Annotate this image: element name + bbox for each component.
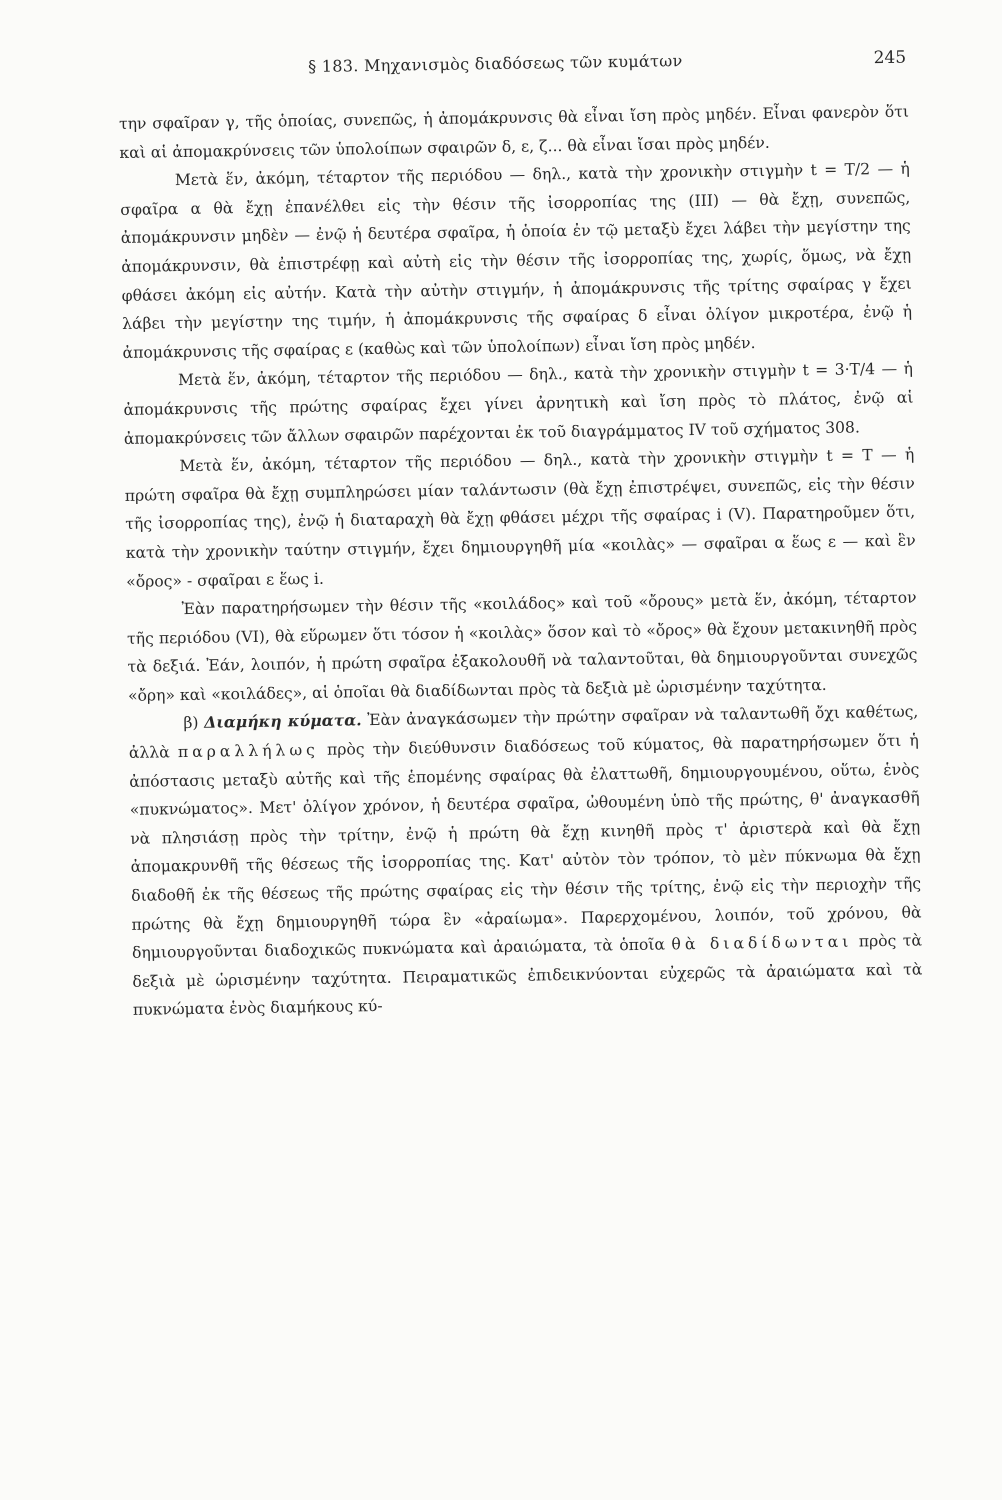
running-head: § 183. Μηχανισμὸς διαδόσεως τῶν κυμάτων [307, 51, 683, 77]
paragraph-full-period: Μετὰ ἕν, ἀκόμη, τέταρτον τῆς περιόδου — δηλ., κατὰ τὴν χρονικὴν στιγμὴν t = T — ἡ πρώτη σφαῖρα θὰ ἔχῃ συμπληρώσει μίαν ταλάντωσιν (θὰ ἔχῃ ἐπιστρέψει, συνεπῶς, εἰς τὴν θέσιν τῆς ἰσορροπίας της), ἐνῷ ἡ διαταραχὴ θὰ ἔχῃ φθάσει μέχρι τῆς σφαίρας i (V). Παρατηροῦμεν ὅτι, κατὰ τὴν χρονικὴν ταύτην στιγμήν, ἔχει δημιουργηθῆ μία «κοιλὰς» — σφαῖραι α ἕως ε — καὶ ἓν «ὄρος» - σφαῖραι ε ἕως i. [124, 445, 916, 591]
paragraph-continuation: την σφαῖραν γ, τῆς ὁποίας, συνεπῶς, ἡ ἀπομάκρυνσις θὰ εἶναι ἴση πρὸς μηδέν. Εἶναι φανερὸν ὅτι καὶ αἱ ἀπομακρύνσεις τῶν ὑπολοίπων σφαιρῶν δ, ε, ζ... θὰ εἶναι ἴσαι πρὸς μηδέν. [118, 102, 910, 162]
paragraph-propagation: Ἐὰν παρατηρήσωμεν τὴν θέσιν τῆς «κοιλάδος» καὶ τοῦ «ὄρους» μετὰ ἕν, ἀκόμη, τέταρτον τῆς περιόδου (VI), θὰ εὕρωμεν ὅτι τόσον ἡ «κοιλὰς» ὅσον καὶ τὸ «ὄρος» θὰ ἔχουν μετακινηθῆ πρὸς τὰ δεξιά. Ἐάν, λοιπόν, ἡ πρώτη σφαῖρα ἐξακολουθῆ νὰ ταλαντοῦται, θὰ δημιουργοῦνται συνεχῶς «ὄρη» καὶ «κοιλάδες», αἱ ὁποῖαι θὰ διαδίδωνται πρὸς τὰ δεξιὰ μὲ ὡρισμένην ταχύτητα. [126, 588, 918, 705]
paragraph-half-period: Μετὰ ἕν, ἀκόμη, τέταρτον τῆς περιόδου — δηλ., κατὰ τὴν χρονικὴν στιγμὴν t = T/2 — ἡ σφαῖρα α θὰ ἔχῃ ἐπανέλθει εἰς τὴν θέσιν τῆς ἰσορροπίας της (III) — θὰ ἔχῃ, συνεπῶς, ἀπομάκρυνσιν μηδὲν — ἐνῷ ἡ δευτέρα σφαῖρα, ἡ ὁποία ἐν τῷ μεταξὺ ἔχει λάβει τὴν μεγίστην της ἀπομάκρυνσιν, θὰ ἐπιστρέφῃ καὶ αὐτὴ εἰς τὴν θέσιν τῆς ἰσορροπίας της, χωρίς, ὅμως, νὰ ἔχῃ φθάσει ἀκόμη εἰς αὐτήν. Κατὰ τὴν αὐτὴν στιγμήν, ἡ ἀπομάκρυνσις τῆς τρίτης σφαίρας γ ἔχει λάβει τὴν μεγίστην της τιμήν, ἡ ἀπομάκρυνσις τῆς σφαίρας δ εἶναι ὀλίγον μικροτέρα, ἐνῷ ἡ ἀπομάκρυνσις τῆς σφαίρας ε (καθὼς καὶ τῶν ὑπολοίπων) εἶναι ἴση πρὸς μηδέν. [120, 159, 913, 362]
section-heading: Διαμήκη κύματα. [204, 710, 362, 733]
section-label: β) [183, 714, 199, 733]
spaced-word-parallel: παραλλήλως [177, 740, 319, 762]
section-text-2: πρὸς τὴν διεύθυνσιν διαδόσεως τοῦ κύματος, θὰ παρατηρήσωμεν ὅτι ἡ ἀπόστασις μεταξὺ αὐτῆς καὶ τῆς ἑπομένης σφαίρας θὰ ἐλαττωθῆ, δημιουργουμένου, οὕτω, ἑνὸς «πυκνώματος». Μετ' ὀλίγον χρόνον, ἡ δευτέρα σφαῖρα, ὠθουμένη ὑπὸ τῆς πρώτης, θ' ἀναγκασθῆ νὰ πλησιάσῃ πρὸς τὴν τρίτην, ἐνῷ ἡ πρώτη θὰ ἔχῃ κινηθῆ πρὸς τ' ἀριστερὰ καὶ θὰ ἔχῃ ἀπομακρυνθῆ τῆς θέσεως τῆς ἰσορροπίας της. Κατ' αὐτὸν τὸν τρόπον, τὸ μὲν πύκνωμα θὰ ἔχῃ διαδοθῆ ἐκ τῆς θέσεως τῆς πρώτης σφαίρας εἰς τὴν θέσιν τῆς τρίτης, ἐνῷ εἰς τὴν περιοχὴν τῆς πρώτης θὰ ἔχῃ δημιουργηθῆ τώρα ἓν «ἀραίωμα». Παρερχομένου, λοιπόν, τοῦ χρόνου, θὰ δημιουργοῦνται διαδοχικῶς πυκνώματα καὶ ἀραιώματα, τὰ ὁποῖα [129, 731, 922, 963]
paragraph-three-quarter-period: Μετὰ ἕν, ἀκόμη, τέταρτον τῆς περιόδου — δηλ., κατὰ τὴν χρονικὴν στιγμὴν t = 3·T/4 — ἡ ἀπομάκρυνσις τῆς πρώτης σφαίρας ἔχει γίνει ἀρνητικὴ καὶ ἴση πρὸς τὸ πλάτος, ἐνῷ αἱ ἀπομακρύνσεις τῶν ἄλλων σφαιρῶν παρέχονται ἐκ τοῦ διαγράμματος IV τοῦ σχήματος 308. [123, 359, 914, 448]
book-page [118, 48, 923, 1025]
section-longitudinal-waves [128, 698, 923, 1025]
page-number: 245 [873, 47, 907, 69]
section-text-1: Ἐὰν ἀναγκάσωμεν τὴν πρώτην σφαῖραν νὰ ταλαντωθῆ ὄχι καθέτως, ἀλλὰ [128, 702, 919, 762]
page-body [119, 98, 923, 1025]
spaced-word-propagate: θὰ διαδίδωνται [671, 932, 853, 954]
section-text-3: πρὸς τὰ δεξιὰ μὲ ὡρισμένην ταχύτητα. Πειραματικῶς ἐπιδεικνύονται εὐχερῶς τὰ ἀραιώματα καὶ τὰ πυκνώματα ἑνὸς διαμήκους κύ- [132, 931, 923, 1020]
